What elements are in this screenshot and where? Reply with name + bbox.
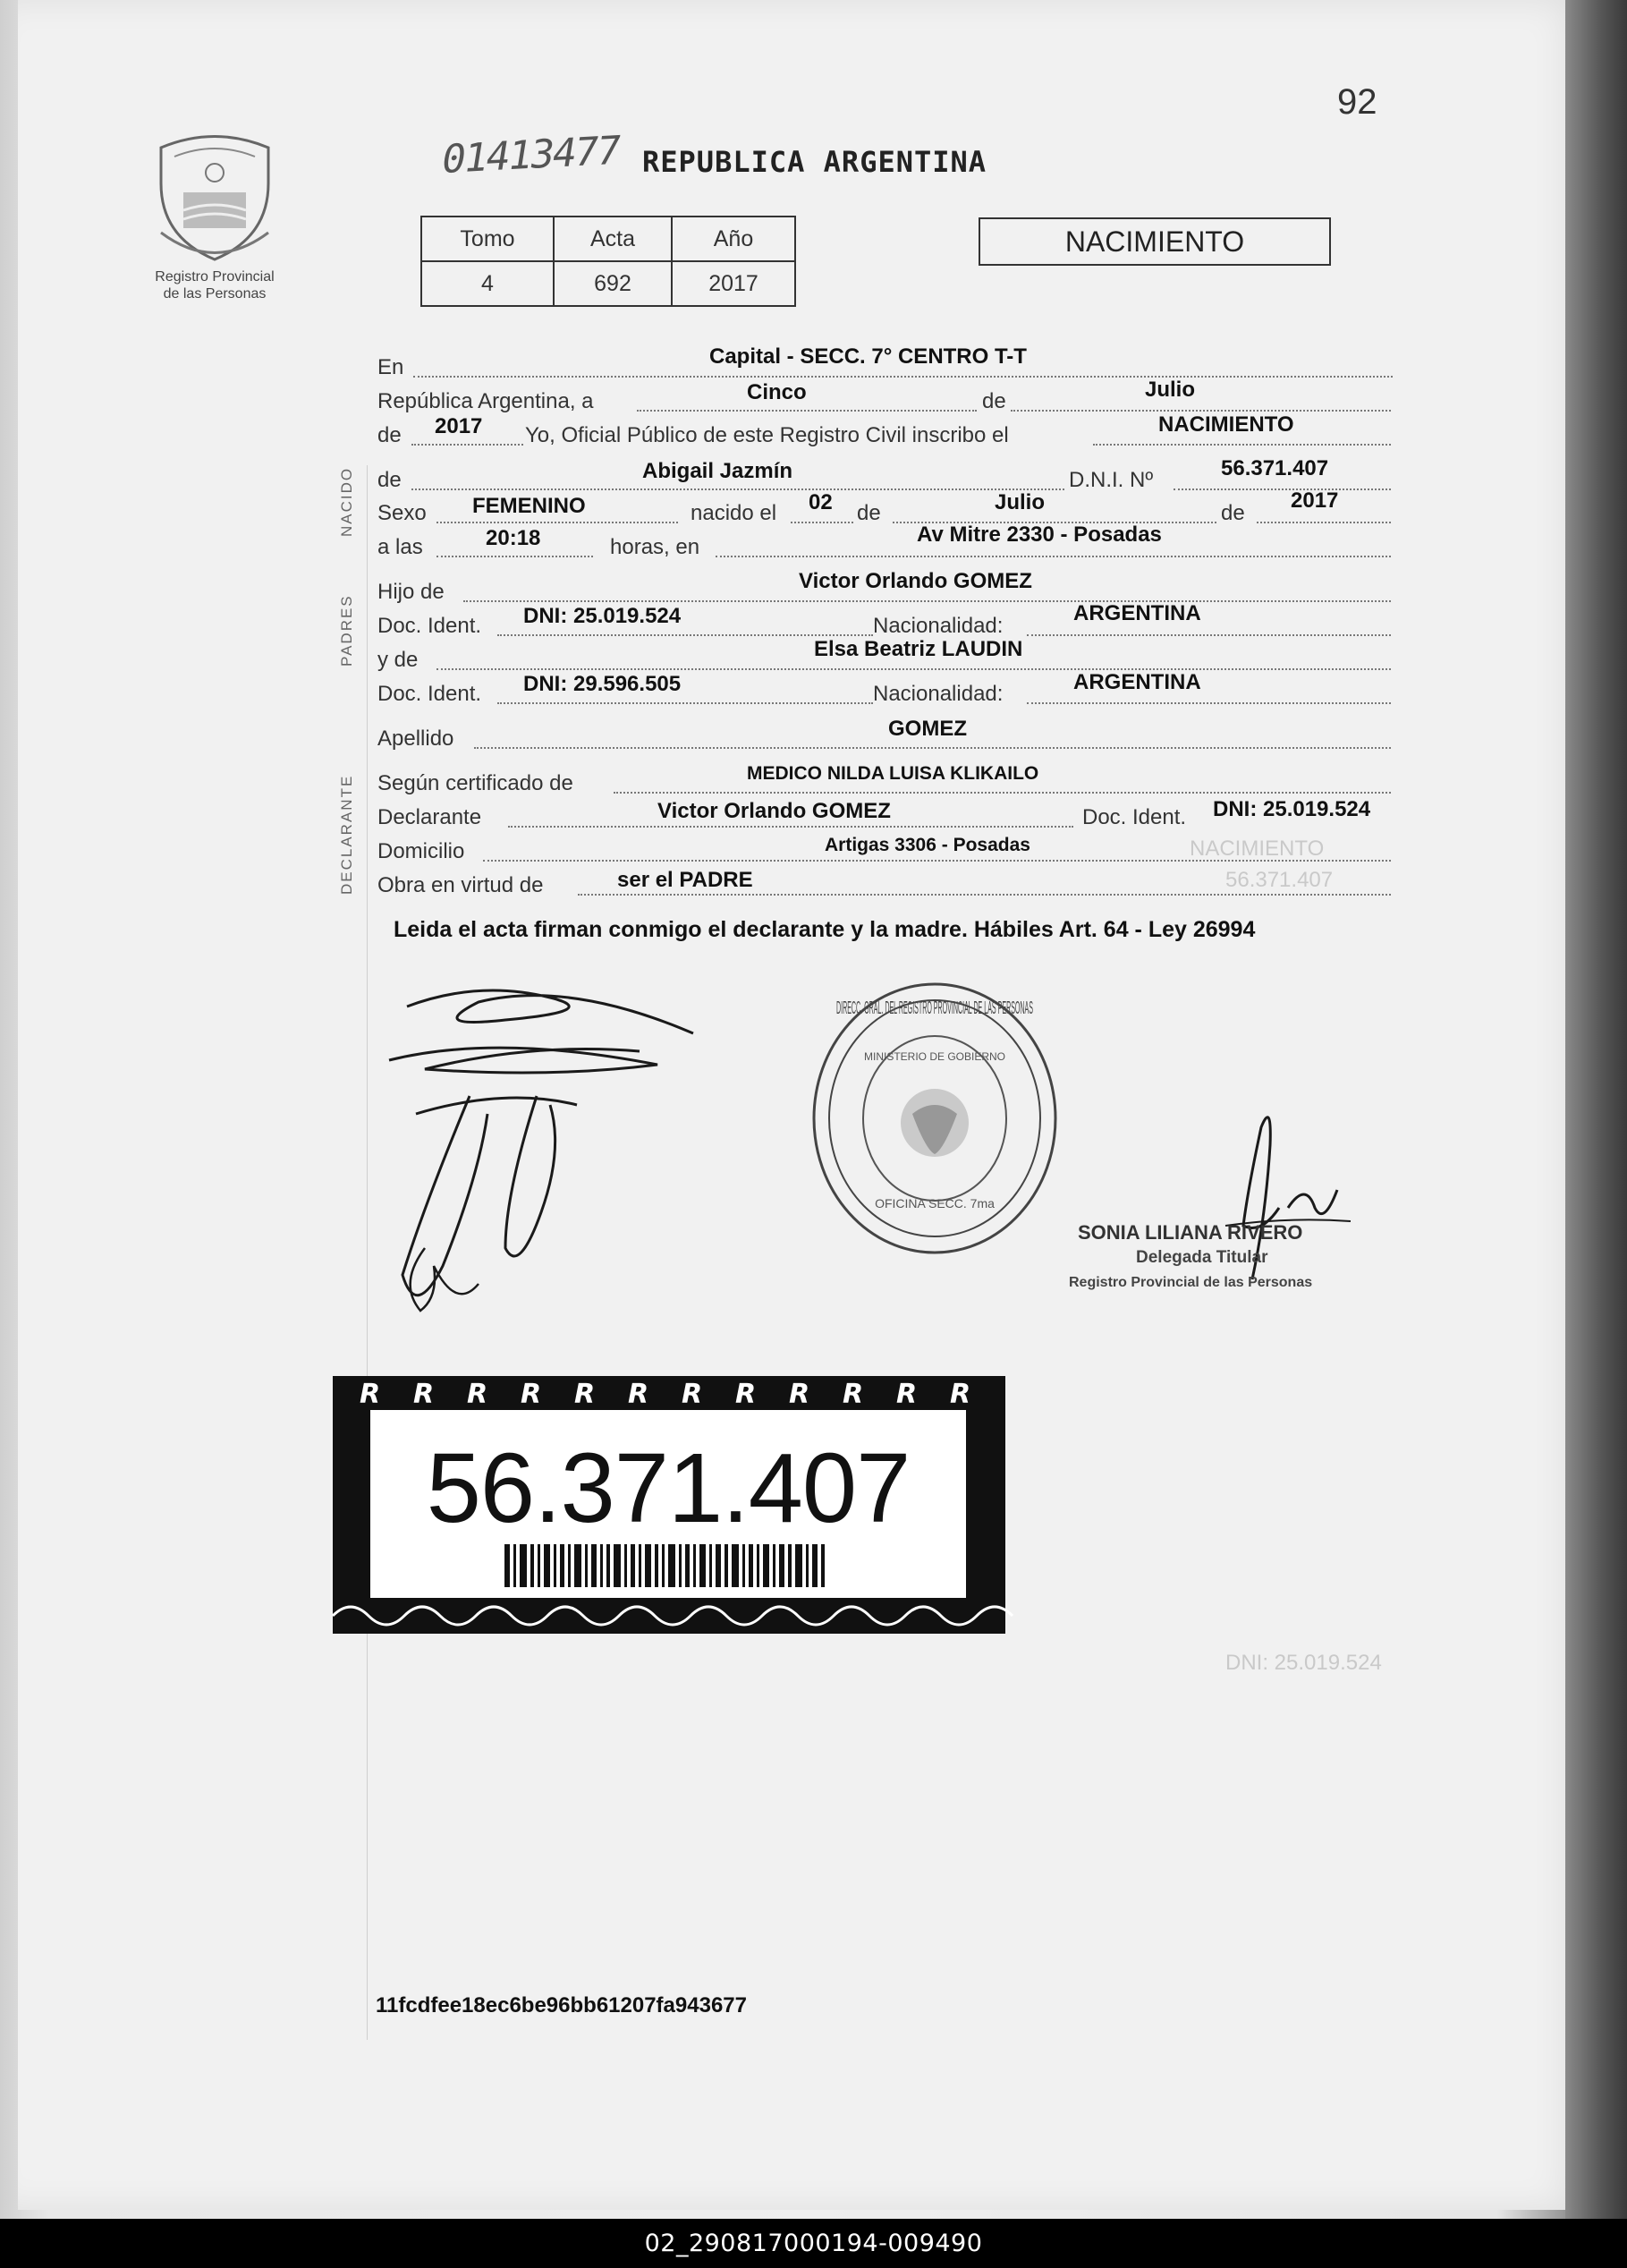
nacionalidad-label: Nacionalidad:: [873, 614, 1004, 638]
sexo-value: FEMENINO: [472, 494, 586, 518]
horas-label: horas, en: [610, 535, 700, 559]
father-doc-value: DNI: 25.019.524: [523, 604, 682, 628]
sticker-pattern: [333, 1376, 1005, 1410]
dotted-line: [637, 410, 977, 412]
official-role: Delegada Titular: [1136, 1248, 1268, 1267]
year-value: 2017: [435, 414, 483, 438]
record-value-tomo: 4: [421, 261, 554, 306]
alas-label: a las: [377, 535, 423, 559]
crest-caption-line2: de las Personas: [163, 286, 267, 302]
dotted-line: [791, 522, 853, 523]
day-value: Cinco: [747, 380, 807, 404]
dotted-line: [716, 556, 1391, 557]
en-label: En: [377, 355, 404, 379]
domicilio-label: Domicilio: [377, 839, 465, 863]
scan-filename-bar: 02_290817000194-009490: [0, 2219, 1627, 2268]
birth-day-value: 02: [809, 490, 833, 514]
svg-text:R: R: [521, 1379, 542, 1410]
record-header-acta: Acta: [554, 217, 672, 261]
nacido-label: nacido el: [691, 501, 777, 525]
obra-label: Obra en virtud de: [377, 873, 544, 897]
document-hash: 11fcdfee18ec6be96bb61207fa943677: [376, 1993, 747, 2017]
show-through-text: DNI: 25.019.524: [1225, 1651, 1382, 1675]
yo-label: Yo, Oficial Público de este Registro Civil inscribo el: [525, 423, 1009, 447]
record-header-tomo: Tomo: [421, 217, 554, 261]
svg-text:R: R: [896, 1379, 918, 1410]
declarante-doc-value: DNI: 25.019.524: [1213, 797, 1371, 821]
dotted-line: [614, 792, 1391, 794]
dotted-line: [474, 747, 1391, 749]
dotted-line: [411, 444, 523, 446]
serial-number: 01413477: [437, 127, 623, 183]
side-label-nacido: NACIDO: [338, 466, 355, 537]
background-strip: [1565, 0, 1627, 2219]
show-through-text: 56.371.407: [1225, 868, 1334, 892]
docident3-label: Doc. Ident.: [1082, 805, 1187, 829]
dotted-line: [413, 376, 1393, 378]
seal-text: DIRECC. GRAL. DEL REGISTRO PROVINCIAL DE LAS PERSONAS: [836, 998, 1033, 1018]
dni-label: D.N.I. Nº: [1069, 468, 1154, 492]
dotted-line: [1257, 522, 1391, 523]
sticker-inner: [370, 1410, 966, 1598]
barcode-icon: [504, 1544, 826, 1587]
dotted-line: [497, 634, 873, 636]
margin-rule: [367, 465, 368, 2040]
docident-label: Doc. Ident.: [377, 614, 482, 638]
mother-nationality-value: ARGENTINA: [1073, 670, 1201, 694]
dotted-line: [483, 860, 1391, 862]
svg-text:R: R: [843, 1379, 864, 1410]
closing-statement: Leida el acta firman conmigo el declarante y la madre. Hábiles Art. 64 - Ley 26994: [394, 917, 1256, 942]
dotted-line: [1011, 410, 1391, 412]
page-number: 92: [1337, 82, 1377, 122]
child-dni-value: 56.371.407: [1221, 456, 1329, 480]
dotted-line: [463, 600, 1391, 602]
svg-text:R: R: [789, 1379, 810, 1410]
birth-month-value: Julio: [995, 490, 1046, 514]
child-name-value: Abigail Jazmín: [642, 459, 793, 483]
segun-label: Según certificado de: [377, 771, 573, 795]
document-type-box: NACIMIENTO: [979, 217, 1331, 266]
apellido-value: GOMEZ: [888, 717, 967, 741]
mother-name-value: Elsa Beatriz LAUDIN: [814, 637, 1023, 661]
seal-inner-text: MINISTERIO DE GOBIERNO: [863, 1050, 1006, 1063]
record-header-anio: Año: [672, 217, 795, 261]
declarant-signature: [371, 980, 711, 1329]
svg-text:R: R: [682, 1379, 703, 1410]
yde-label: y de: [377, 648, 419, 672]
record-value-acta: 692: [554, 261, 672, 306]
record-value-anio: 2017: [672, 261, 795, 306]
inscribo-value: NACIMIENTO: [1158, 412, 1294, 437]
svg-text:R: R: [628, 1379, 649, 1410]
de2-label: de: [377, 423, 402, 447]
sticker-pattern-bottom: [333, 1598, 1005, 1634]
father-nationality-value: ARGENTINA: [1073, 601, 1201, 625]
official-office: Registro Provincial de las Personas: [1069, 1275, 1313, 1290]
hour-value: 20:18: [486, 526, 541, 550]
record-table: [420, 216, 796, 307]
dotted-line: [436, 668, 1391, 670]
svg-text:R: R: [950, 1379, 971, 1410]
hijo-label: Hijo de: [377, 580, 445, 604]
crest-caption: [125, 268, 304, 302]
de3-label: de: [377, 468, 402, 492]
record-table-value-row: [421, 261, 795, 306]
dotted-line: [436, 556, 593, 557]
svg-text:R: R: [360, 1379, 381, 1410]
mother-doc-value: DNI: 29.596.505: [523, 672, 682, 696]
birth-place-value: Av Mitre 2330 - Posadas: [917, 522, 1162, 547]
side-label-declarante: DECLARANTE: [338, 774, 355, 895]
dotted-line: [497, 702, 873, 704]
dotted-line: [411, 488, 1064, 490]
dotted-line: [1093, 444, 1391, 446]
svg-text:R: R: [467, 1379, 488, 1410]
dni-number-sticker: [333, 1376, 1005, 1634]
de4-label: de: [857, 501, 881, 525]
nacionalidad2-label: Nacionalidad:: [873, 682, 1004, 706]
svg-text:R: R: [735, 1379, 757, 1410]
domicilio-value: Artigas 3306 - Posadas: [825, 835, 1030, 855]
dotted-line: [578, 894, 1391, 896]
republica-label: República Argentina, a: [377, 389, 594, 413]
sexo-label: Sexo: [377, 501, 427, 525]
declarante-label: Declarante: [377, 805, 482, 829]
dotted-line: [508, 826, 1073, 828]
dotted-line: [1174, 488, 1391, 490]
registry-seal-stamp: [801, 971, 1069, 1266]
apellido-label: Apellido: [377, 726, 454, 751]
docident2-label: Doc. Ident.: [377, 682, 482, 706]
sticker-dni-number: 56.371.407: [426, 1433, 911, 1543]
certificate-value: MEDICO NILDA LUISA KLIKAILO: [747, 763, 1039, 784]
record-table-header-row: [421, 217, 795, 261]
dotted-line: [436, 522, 678, 523]
side-label-padres: PADRES: [338, 594, 355, 667]
birth-year-value: 2017: [1291, 488, 1339, 513]
country-title: REPUBLICA ARGENTINA: [642, 145, 987, 179]
svg-text:R: R: [574, 1379, 596, 1410]
svg-text:R: R: [413, 1379, 435, 1410]
seal-bottom-text: OFICINA SECC. 7ma: [875, 1196, 995, 1210]
de5-label: de: [1221, 501, 1245, 525]
show-through-text: NACIMIENTO: [1190, 837, 1325, 861]
dotted-line: [1027, 702, 1391, 704]
declarante-value: Victor Orlando GOMEZ: [657, 799, 891, 823]
father-name-value: Victor Orlando GOMEZ: [799, 569, 1032, 593]
obra-value: ser el PADRE: [617, 868, 753, 892]
month-value: Julio: [1145, 378, 1196, 402]
place-of-registry-value: Capital - SECC. 7° CENTRO T-T: [709, 344, 1027, 369]
official-name: SONIA LILIANA RIVERO: [1078, 1221, 1303, 1244]
de-label: de: [982, 389, 1006, 413]
dotted-line: [1027, 634, 1391, 636]
crest-caption-line1: Registro Provincial: [155, 269, 275, 285]
